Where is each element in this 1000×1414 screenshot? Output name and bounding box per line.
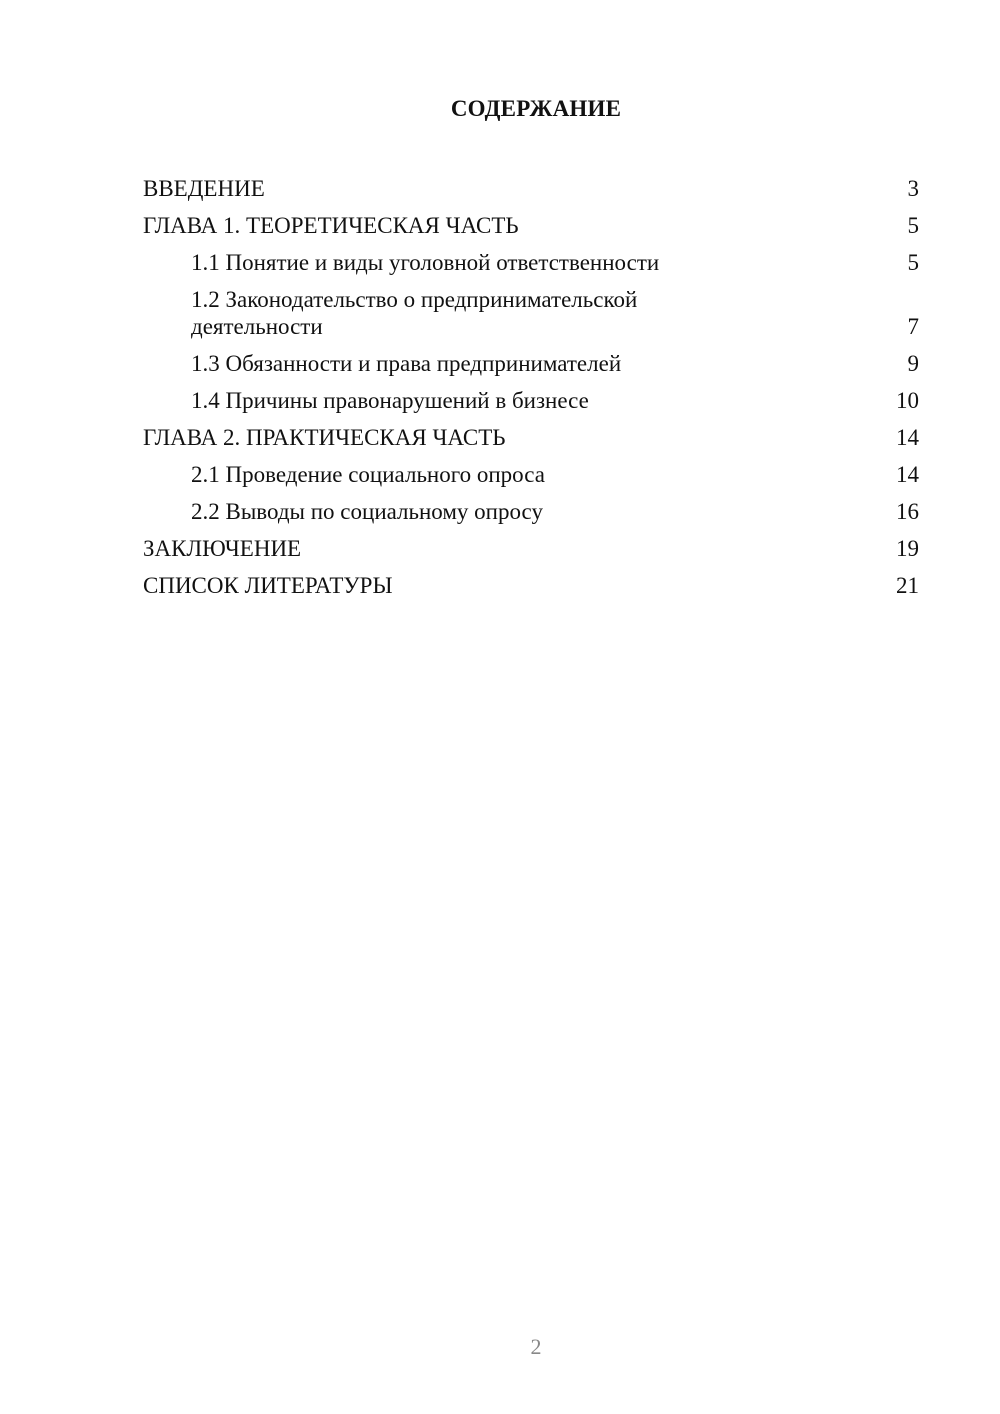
toc-entry-section-1-3[interactable]	[143, 345, 919, 382]
toc-entry-page: 3	[907, 176, 919, 201]
toc-entry-page: 16	[896, 499, 919, 524]
toc-entry-label: 1.3 Обязанности и права предпринимателей	[191, 351, 622, 376]
toc-entry-label: 1.2 Законодательство о предпринимательской деятельности	[191, 287, 638, 339]
toc-entry-label: 1.4 Причины правонарушений в бизнесе	[191, 388, 589, 413]
toc-entry-section-1-2[interactable]	[143, 281, 919, 345]
toc-entry-label: ЗАКЛЮЧЕНИЕ	[143, 536, 302, 561]
toc-title: СОДЕРЖАНИЕ	[450, 96, 622, 121]
page-number: 2	[530, 1334, 542, 1359]
toc-entry-references[interactable]	[143, 567, 919, 604]
table-of-contents	[143, 170, 919, 604]
toc-entry-label: ГЛАВА 2. ПРАКТИЧЕСКАЯ ЧАСТЬ	[143, 425, 506, 450]
toc-entry-page: 14	[896, 425, 919, 450]
toc-entry-page: 10	[896, 388, 919, 413]
toc-entry-chapter-1[interactable]	[143, 207, 919, 244]
toc-entry-page: 5	[907, 250, 919, 275]
toc-entry-section-2-1[interactable]	[143, 456, 919, 493]
toc-entry-conclusion[interactable]	[143, 530, 919, 567]
toc-entry-section-1-4[interactable]	[143, 382, 919, 419]
toc-entry-page: 7	[907, 314, 919, 339]
toc-entry-label: СПИСОК ЛИТЕРАТУРЫ	[143, 573, 393, 598]
toc-entry-section-2-2[interactable]	[143, 493, 919, 530]
toc-entry-page: 5	[907, 213, 919, 238]
toc-entry-page: 21	[896, 573, 919, 598]
toc-entry-page: 19	[896, 536, 919, 561]
toc-entry-chapter-2[interactable]	[143, 419, 919, 456]
toc-entry-label: ГЛАВА 1. ТЕОРЕТИЧЕСКАЯ ЧАСТЬ	[143, 213, 519, 238]
toc-entry-introduction[interactable]	[143, 170, 919, 207]
toc-entry-page: 14	[896, 462, 919, 487]
toc-entry-page: 9	[907, 351, 919, 376]
toc-entry-label: 1.1 Понятие и виды уголовной ответственности	[191, 250, 660, 275]
toc-entry-label: 2.2 Выводы по социальному опросу	[191, 499, 543, 524]
toc-entry-label: ВВЕДЕНИЕ	[143, 176, 265, 201]
toc-entry-label: 2.1 Проведение социального опроса	[191, 462, 545, 487]
toc-entry-section-1-1[interactable]	[143, 244, 919, 281]
